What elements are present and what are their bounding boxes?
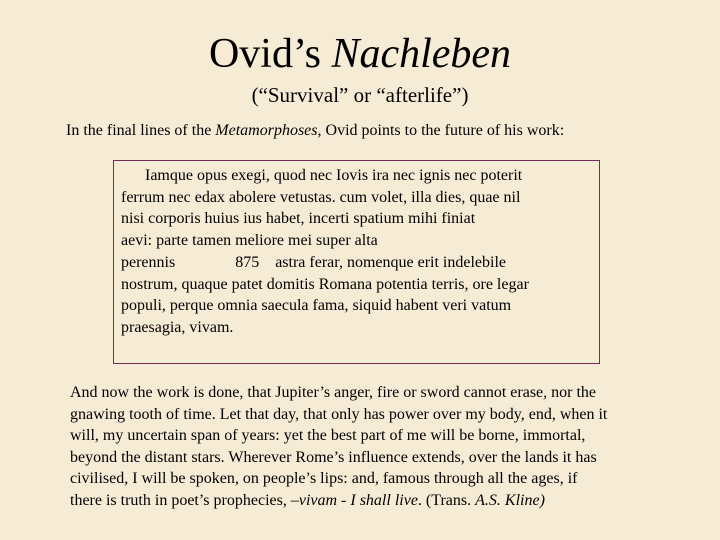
translation-line: gnawing tooth of time. Let that day, that only has power over my body, end, when it	[70, 405, 608, 423]
translation-paragraph	[70, 382, 682, 511]
latin-line: astra ferar, nomenque erit indelebile	[275, 253, 507, 271]
latin-line: nostrum, quaque patet domitis Romana potentia terris, ore legar	[121, 275, 529, 293]
translation-line: beyond the distant stars. Wherever Rome’s influence extends, over the lands it has	[70, 448, 597, 466]
translation-line: And now the work is done, that Jupiter’s anger, fire or sword cannot erase, nor the	[70, 384, 597, 401]
latin-line: populi, perque omnia saecula fama, siquid habent veri vatum	[121, 297, 512, 315]
intro-paragraph	[66, 120, 696, 142]
latin-line: nisi corporis huius ius habet, incerti spatium mihi finiat	[121, 210, 476, 228]
latin-line: praesagia, vivam.	[121, 318, 234, 336]
closing-phrase: vivam - I shall live	[298, 491, 418, 509]
intro-work-title: Metamorphoses	[215, 122, 318, 139]
page-subtitle: (“Survival” or “afterlife”)	[251, 83, 469, 107]
latin-line: aevi: parte tamen meliore mei super alta	[121, 232, 378, 250]
latin-line: perennis	[121, 253, 176, 271]
intro-after: , Ovid points to the future of his work:	[317, 122, 565, 139]
translator-name: A.S. Kline)	[475, 491, 545, 509]
intro-before: In the final lines of the	[66, 122, 212, 139]
translation-last-line	[70, 490, 682, 512]
translation-line: civilised, I will be spoken, on people’s lips: and, famous through all the ages, if	[70, 470, 578, 487]
title-italic: Nachleben	[331, 31, 512, 77]
title-plain: Ovid’s	[208, 31, 321, 77]
page-title	[0, 28, 720, 80]
latin-line: Iamque opus exegi, quod nec Iovis ira nec ignis nec poterit	[145, 167, 523, 184]
translation-line: there is truth in poet’s prophecies, –	[70, 491, 299, 509]
latin-line-numbered	[121, 252, 599, 274]
translation-line: will, my uncertain span of years: yet the best part of me will be borne, immortal,	[70, 427, 586, 444]
line-number: 875	[235, 253, 260, 271]
latin-quote-box	[113, 160, 600, 364]
latin-line: ferrum nec edax abolere vetustas. cum volet, illa dies, quae nil	[121, 188, 521, 206]
closing-plain: . (Trans.	[417, 491, 472, 509]
